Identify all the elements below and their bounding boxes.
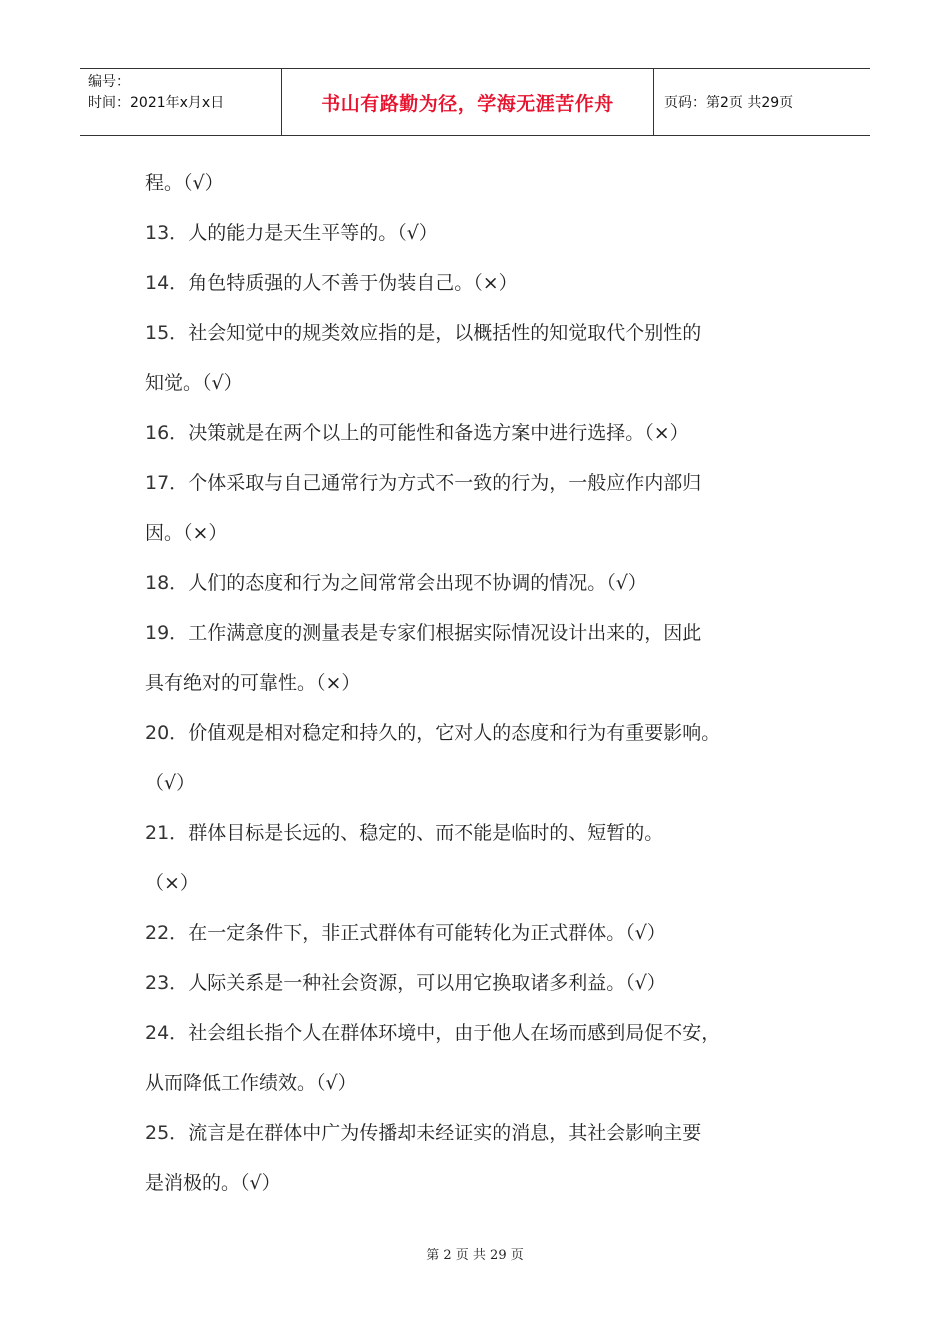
text-line (145, 258, 825, 308)
line-text: 角色特质强的人不善于伪装自己。（×） (188, 272, 518, 294)
text-line (145, 1158, 825, 1208)
item-number: 25． (145, 1122, 189, 1144)
text-line (145, 208, 825, 258)
item-number: 21． (145, 822, 189, 844)
text-line (145, 858, 825, 908)
line-text: 知觉。（√） (145, 372, 243, 394)
text-line (145, 608, 825, 658)
line-text: 程。（√） (145, 172, 224, 194)
time-label: 时间：2021年x月x日 (88, 95, 225, 111)
document-body (145, 158, 825, 1208)
line-text: 在一定条件下，非正式群体有可能转化为正式群体。（√） (188, 922, 666, 944)
page-footer: 第 2 页 共 29 页 (426, 1248, 524, 1263)
text-line (145, 658, 825, 708)
text-line (145, 1058, 825, 1108)
text-line (145, 908, 825, 958)
text-line (145, 508, 825, 558)
line-text: 具有绝对的可靠性。（×） (145, 672, 361, 694)
line-text: 从而降低工作绩效。（√） (145, 1072, 357, 1094)
text-line (145, 358, 825, 408)
text-line (145, 1108, 825, 1158)
line-text: 价值观是相对稳定和持久的，它对人的态度和行为有重要影响。 (188, 722, 721, 744)
item-number: 18． (145, 572, 189, 594)
line-text: 人际关系是一种社会资源，可以用它换取诸多利益。（√） (188, 972, 666, 994)
item-number: 15． (145, 322, 189, 344)
text-line (145, 708, 825, 758)
line-text: 社会知觉中的规类效应指的是，以概括性的知觉取代个别性的 (188, 322, 702, 344)
item-number: 23． (145, 972, 189, 994)
text-line (145, 958, 825, 1008)
item-number: 16． (145, 422, 189, 444)
line-text: 群体目标是长远的、稳定的、而不能是临时的、短暂的。 (188, 822, 664, 844)
page-header (80, 68, 870, 136)
line-text: 个体采取与自己通常行为方式不一致的行为，一般应作内部归 (188, 472, 702, 494)
text-line (145, 758, 825, 808)
line-text: 工作满意度的测量表是专家们根据实际情况设计出来的，因此 (188, 622, 702, 644)
item-number: 20． (145, 722, 189, 744)
line-text: 社会组长指个人在群体环境中，由于他人在场而感到局促不安， (188, 1022, 721, 1044)
item-number: 19． (145, 622, 189, 644)
number-label: 编号： (88, 74, 130, 90)
line-text: （×） (145, 872, 199, 894)
header-page-info: 页码：第2页 共29页 (664, 95, 794, 111)
item-number: 24． (145, 1022, 189, 1044)
header-motto: 书山有路勤为径，学海无涯苦作舟 (282, 69, 654, 135)
item-number: 14． (145, 272, 189, 294)
text-line (145, 1008, 825, 1058)
line-text: 流言是在群体中广为传播却未经证实的消息，其社会影响主要 (188, 1122, 702, 1144)
line-text: 因。（×） (145, 522, 228, 544)
header-meta (80, 69, 282, 135)
line-text: 人的能力是天生平等的。（√） (188, 222, 438, 244)
text-line (145, 558, 825, 608)
text-line (145, 158, 825, 208)
item-number: 22． (145, 922, 189, 944)
text-line (145, 408, 825, 458)
item-number: 17． (145, 472, 189, 494)
item-number: 13． (145, 222, 189, 244)
text-line (145, 808, 825, 858)
text-line (145, 308, 825, 358)
line-text: （√） (145, 772, 196, 794)
line-text: 是消极的。（√） (145, 1172, 281, 1194)
text-line (145, 458, 825, 508)
line-text: 人们的态度和行为之间常常会出现不协调的情况。（√） (188, 572, 647, 594)
line-text: 决策就是在两个以上的可能性和备选方案中进行选择。（×） (188, 422, 689, 444)
